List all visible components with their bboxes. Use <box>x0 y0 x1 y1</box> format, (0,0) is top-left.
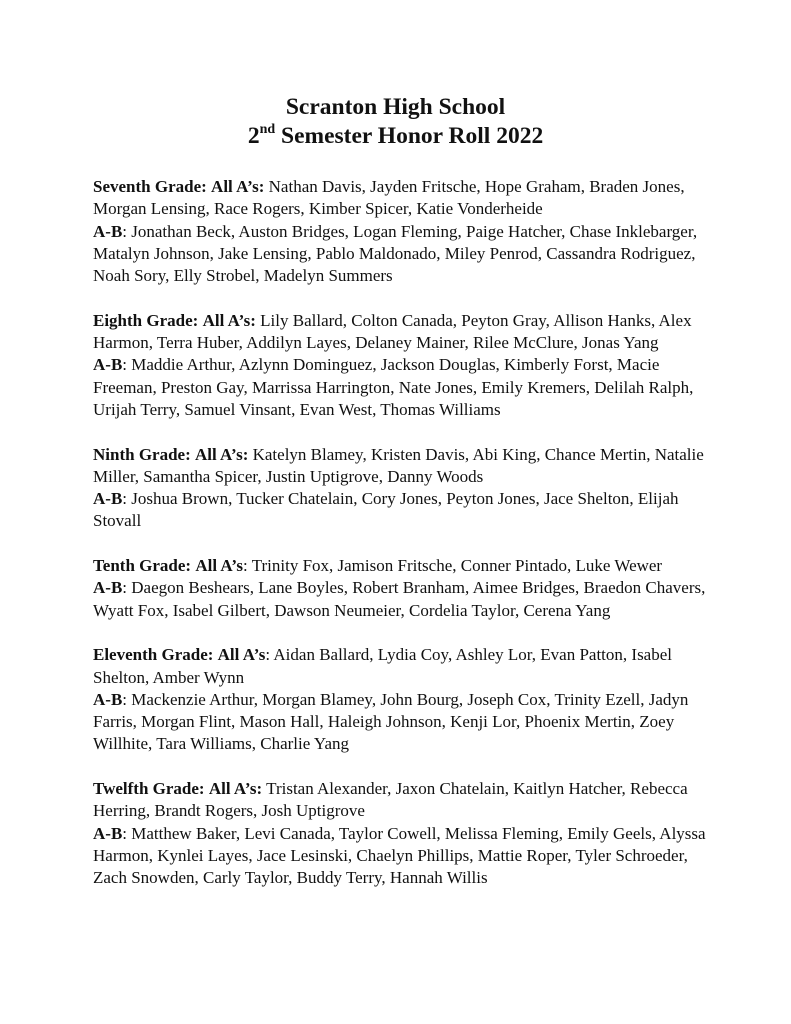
grade-label: Eighth Grade: <box>93 310 199 330</box>
ab-paragraph <box>93 823 715 890</box>
grade-label: Seventh Grade: <box>93 177 207 196</box>
ab-paragraph <box>93 577 715 622</box>
honor-roll-list <box>93 176 715 912</box>
ab-label: A-B <box>93 823 123 843</box>
grade-label: Twelfth Grade: <box>93 779 205 799</box>
ab-separator: : <box>122 689 132 709</box>
ab-label: A-B <box>93 221 123 241</box>
all-a-names: Nathan Davis, Jayden Fritsche, Hope Graham, Braden Jones, Morgan Lensing, Race Rogers, Kimber Spicer, Katie Vonderheide <box>93 177 685 219</box>
ab-paragraph <box>93 221 715 288</box>
ab-names: Mackenzie Arthur, Morgan Blamey, John Bourg, Joseph Cox, Trinity Ezell, Jadyn Farris, Morgan Flint, Mason Hall, Haleigh Johnson, Kenji Lor, Phoenix Mertin, Zoey Willhite, Tara Williams, Charlie Yang <box>93 689 689 754</box>
school-name: Scranton High School <box>285 94 506 120</box>
document-title <box>0 93 791 151</box>
all-a-paragraph <box>93 310 715 355</box>
ab-paragraph <box>93 488 715 533</box>
grade-label: Eleventh Grade: <box>93 645 214 665</box>
ordinal-suffix: nd <box>259 122 276 138</box>
grade-label: Ninth Grade: <box>93 444 191 464</box>
all-a-paragraph <box>93 555 715 577</box>
ab-names: Matthew Baker, Levi Canada, Taylor Cowell, Melissa Fleming, Emily Geels, Alyssa Harmon, Kynlei Layes, Jace Lesinski, Chaelyn Phillips, Mattie Roper, Tyler Schroeder, Zach Snowden, Carly Taylor, Buddy Terry, Hannah Willis <box>93 823 706 888</box>
all-a-separator: : <box>265 645 274 665</box>
ab-names: Daegon Beshears, Lane Boyles, Robert Branham, Aimee Bridges, Braedon Chavers, Wyatt Fox, Isabel Gilbert, Dawson Neumeier, Cordelia Taylor, Cerena Yang <box>93 578 706 620</box>
all-a-separator: : <box>243 556 252 576</box>
all-a-names: Katelyn Blamey, Kristen Davis, Abi King, Chance Mertin, Natalie Miller, Samantha Spicer, Justin Uptigrove, Danny Woods <box>93 444 704 486</box>
grade-section-twelfth <box>93 778 715 889</box>
all-a-label: All A’s: <box>208 779 263 799</box>
ab-names: Joshua Brown, Tucker Chatelain, Cory Jones, Peyton Jones, Jace Shelton, Elijah Stovall <box>93 489 679 531</box>
all-a-label: All A’s <box>195 556 244 576</box>
ab-separator: : <box>122 355 132 375</box>
ab-label: A-B <box>93 689 123 709</box>
ab-label: A-B <box>93 355 123 375</box>
ab-label: A-B <box>93 489 123 509</box>
all-a-paragraph <box>93 176 715 221</box>
grade-section-ninth <box>93 444 715 533</box>
ab-separator: : <box>122 489 132 509</box>
all-a-label: All A’s <box>217 645 266 665</box>
all-a-label: All A’s: <box>211 177 265 196</box>
grade-section-seventh <box>93 176 715 287</box>
all-a-names: Trinity Fox, Jamison Fritsche, Conner Pintado, Luke Wewer <box>251 556 663 576</box>
honor-roll-title-text: Semester Honor Roll 2022 <box>275 123 544 149</box>
grade-section-tenth <box>93 555 715 622</box>
all-a-paragraph <box>93 444 715 489</box>
ab-separator: : <box>122 221 132 241</box>
all-a-label: All A’s: <box>195 444 249 464</box>
ab-separator: : <box>122 578 132 598</box>
all-a-names: Lily Ballard, Colton Canada, Peyton Gray, Allison Hanks, Alex Harmon, Terra Huber, Addilyn Layes, Delaney Mainer, Rilee McClure, Jonas Yang <box>93 310 692 353</box>
all-a-names: Tristan Alexander, Jaxon Chatelain, Kaitlyn Hatcher, Rebecca Herring, Brandt Rogers, Josh Uptigrove <box>93 779 688 821</box>
all-a-paragraph <box>93 644 715 689</box>
ab-separator: : <box>122 823 132 843</box>
ab-paragraph <box>93 354 715 421</box>
ab-paragraph <box>93 689 715 756</box>
honor-roll-title <box>0 122 791 151</box>
grade-label: Tenth Grade: <box>93 556 192 576</box>
ab-label: A-B <box>93 578 123 598</box>
semester-ordinal: 2 <box>247 123 260 149</box>
grade-section-eleventh <box>93 644 715 755</box>
all-a-label: All A’s: <box>202 310 256 330</box>
ab-names: Jonathan Beck, Auston Bridges, Logan Fleming, Paige Hatcher, Chase Inklebarger, Matalyn Johnson, Jake Lensing, Pablo Maldonado, Miley Penrod, Cassandra Rodriguez, Noah Sory, Elly Strobel, Madelyn Summers <box>93 221 698 286</box>
all-a-names: Aidan Ballard, Lydia Coy, Ashley Lor, Evan Patton, Isabel Shelton, Amber Wynn <box>93 645 672 687</box>
grade-section-eighth <box>93 310 715 421</box>
all-a-paragraph <box>93 778 715 823</box>
ab-names: Maddie Arthur, Azlynn Dominguez, Jackson Douglas, Kimberly Forst, Macie Freeman, Preston Gay, Marrissa Harrington, Nate Jones, Emily Kremers, Delilah Ralph, Urijah Terry, Samuel Vinsant, Evan West, Thomas Williams <box>93 355 694 419</box>
